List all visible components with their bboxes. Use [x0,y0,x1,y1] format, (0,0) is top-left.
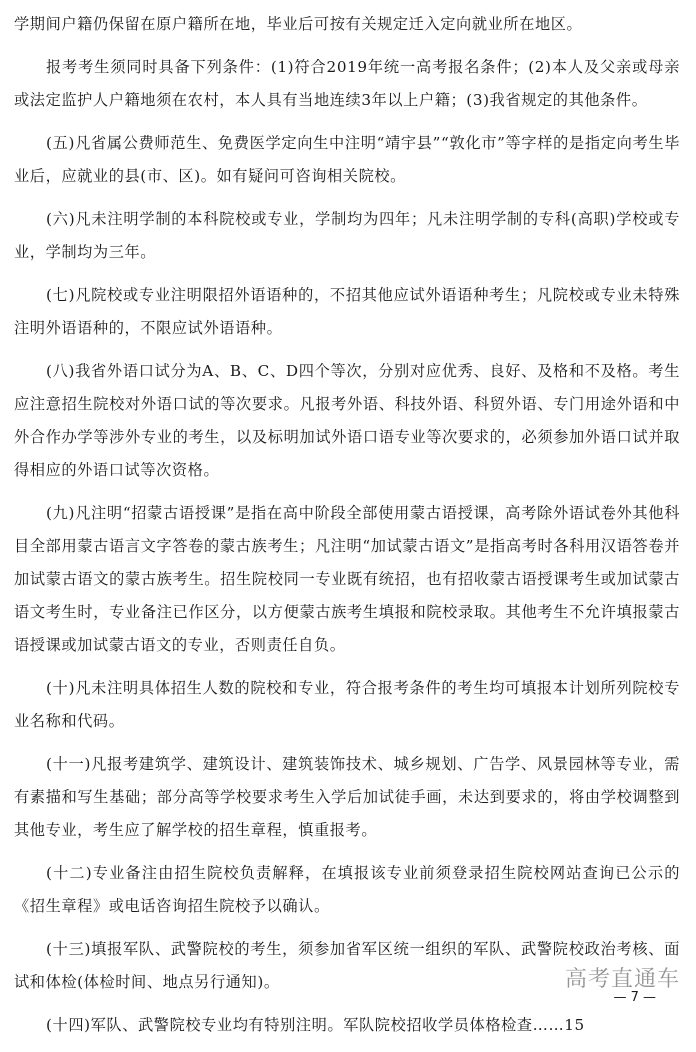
paragraph-item-11: (十一)凡报考建筑学、建筑设计、建筑装饰技术、城乡规划、广告学、风景园林等专业，需有素描和写生基础；部分高等学校要求考生入学后加试徒手画，未达到要求的，将由学校调整到其他专业，考生应了解学校的招生章程，慎重报考。 [14,755,680,839]
document-body [14,8,680,1052]
paragraph-item-6: (六)凡未注明学制的本科院校或专业，学制均为四年；凡未注明学制的专科(高职)学校或专业，学制均为三年。 [14,210,680,261]
page-number: — 7 — [613,990,656,1005]
paragraph-item-9: (九)凡注明“招蒙古语授课”是指在高中阶段全部使用蒙古语授课，高考除外语试卷外其他科目全部用蒙古语言文字答卷的蒙古族考生；凡注明“加试蒙古语文”是指高考时各科用汉语答卷并加试蒙古语文的蒙古族考生。招生院校同一专业既有统招，也有招收蒙古语授课考生或加试蒙古语文考生时，专业备注已作区分，以方便蒙古族考生填报和院校录取。其他考生不允许填报蒙古语授课或加试蒙古语文的专业，否则责任自负。 [14,504,680,654]
watermark: 高考直通车 [564,967,680,992]
paragraph-item-7: (七)凡院校或专业注明限招外语语种的，不招其他应试外语语种考生；凡院校或专业未特殊注明外语语种的，不限应试外语语种。 [14,286,680,337]
paragraph-item-10: (十)凡未注明具体招生人数的院校和专业，符合报考条件的考生均可填报本计划所列院校专业名称和代码。 [14,679,680,730]
paragraph-continuation: 学期间户籍仍保留在原户籍所在地，毕业后可按有关规定迁入定向就业所在地区。 [14,15,583,33]
paragraph-conditions: 报考考生须同时具备下列条件：(1)符合2019年统一高考报名条件；(2)本人及父亲或母亲或法定监护人户籍地须在农村，本人具有当地连续3年以上户籍；(3)我省规定的其他条件。 [14,58,680,109]
paragraph-item-5: (五)凡省属公费师范生、免费医学定向生中注明“靖宇县”“敦化市”等字样的是指定向考生毕业后，应就业的县(市、区)。如有疑问可咨询相关院校。 [14,134,680,185]
paragraph-item-8: (八)我省外语口试分为A、B、C、D四个等次，分别对应优秀、良好、及格和不及格。考生应注意招生院校对外语口试的等次要求。凡报考外语、科技外语、科贸外语、专门用途外语和中外合作办学等涉外专业的考生，以及标明加试外语口语专业等次要求的，必须参加外语口试并取得相应的外语口试等次资格。 [14,362,680,479]
paragraph-item-13: (十三)填报军队、武警院校的考生，须参加省军区统一组织的军队、武警院校政治考核、面试和体检(体检时间、地点另行通知)。 [14,940,680,991]
paragraph-item-14: (十四)军队、武警院校专业均有特别注明。军队院校招收学员体格检查……15 [46,1016,585,1034]
paragraph-item-12: (十二)专业备注由招生院校负责解释，在填报该专业前须登录招生院校网站查询已公示的《招生章程》或电话咨询招生院校予以确认。 [14,864,680,915]
